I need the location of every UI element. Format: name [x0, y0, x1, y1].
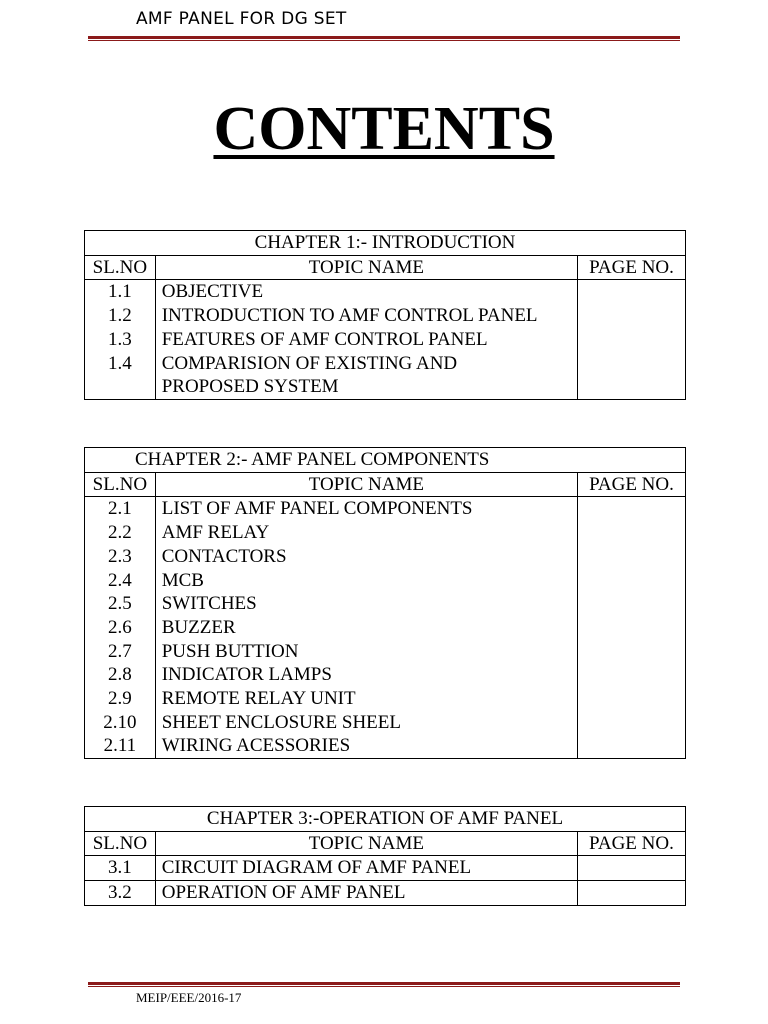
sl-number: 2.9: [107, 688, 132, 710]
col-sl-header: SL.NO: [85, 255, 156, 280]
sl-number: 1.3: [107, 328, 132, 350]
sl-number: 1.4: [107, 352, 132, 374]
footer-rule: [88, 982, 680, 987]
topic-name: SHEET ENCLOSURE SHEEL: [161, 711, 401, 733]
running-header: AMF PANEL FOR DG SET: [136, 9, 347, 29]
page-title-text: CONTENTS: [213, 95, 555, 163]
topic-name: CONTACTORS: [161, 545, 287, 567]
sl-number: 2.6: [107, 616, 132, 638]
col-topic-header: TOPIC NAME: [155, 831, 577, 856]
col-page-header: PAGE NO.: [577, 831, 685, 856]
sl-number: 2.2: [107, 522, 132, 544]
topic-name: BUZZER: [161, 616, 236, 638]
sl-number: 2.4: [107, 569, 132, 591]
page-cell: [578, 280, 686, 400]
topic-name: SWITCHES: [161, 593, 257, 615]
chapter-1-table: [84, 230, 686, 400]
page-cell: [577, 856, 685, 881]
topic-name: CIRCUIT DIAGRAM OF AMF PANEL: [155, 856, 577, 881]
table-row: [85, 280, 686, 400]
col-sl-header: SL.NO: [85, 831, 156, 856]
topic-name: WIRING ACESSORIES: [161, 735, 351, 757]
sl-number: 1.2: [107, 305, 132, 327]
header-rule: [88, 36, 680, 41]
topic-name: MCB: [161, 569, 204, 591]
sl-number: 2.11: [103, 735, 137, 757]
sl-number: 2.7: [107, 640, 132, 662]
topic-name: INTRODUCTION TO AMF CONTROL PANEL: [161, 305, 538, 327]
topic-name: LIST OF AMF PANEL COMPONENTS: [161, 498, 473, 520]
sl-number: 2.3: [107, 545, 132, 567]
page-cell: [577, 497, 685, 759]
col-page-header: PAGE NO.: [578, 255, 686, 280]
sl-number: 2.10: [103, 711, 137, 733]
footer-text: MEIP/EEE/2016-17: [136, 990, 242, 1005]
sl-number: 2.8: [107, 664, 132, 686]
sl-number: 1.1: [107, 281, 132, 303]
topic-name: REMOTE RELAY UNIT: [161, 688, 356, 710]
table-row: [85, 497, 686, 759]
sl-cell: [85, 497, 156, 759]
topic-name: COMPARISION OF EXISTING AND: [161, 352, 458, 374]
page-cell: [577, 881, 685, 906]
sl-number: 3.2: [85, 881, 156, 906]
chapter-heading: CHAPTER 1:- INTRODUCTION: [85, 231, 686, 256]
topic-cell: [155, 280, 577, 400]
topic-cell: [155, 497, 577, 759]
topic-name: FEATURES OF AMF CONTROL PANEL: [161, 328, 488, 350]
topic-name: OBJECTIVE: [161, 281, 264, 303]
col-page-header: PAGE NO.: [577, 472, 685, 497]
chapter-3-table: [84, 806, 686, 906]
sl-number: 2.1: [107, 498, 132, 520]
topic-name-continued: PROPOSED SYSTEM: [161, 376, 339, 398]
sl-number: 2.5: [107, 593, 132, 615]
sl-cell: [85, 280, 156, 400]
topic-name: INDICATOR LAMPS: [161, 664, 332, 686]
chapter-heading: CHAPTER 2:- AMF PANEL COMPONENTS: [85, 448, 686, 473]
topic-name: AMF RELAY: [161, 522, 270, 544]
col-sl-header: SL.NO: [85, 472, 156, 497]
table-row: [85, 881, 686, 906]
chapter-2-table: [84, 447, 686, 759]
col-topic-header: TOPIC NAME: [155, 472, 577, 497]
table-row: [85, 856, 686, 881]
page-title: [0, 92, 768, 166]
topic-name: OPERATION OF AMF PANEL: [155, 881, 577, 906]
chapter-heading: CHAPTER 3:-OPERATION OF AMF PANEL: [85, 807, 686, 832]
sl-number: 3.1: [85, 856, 156, 881]
col-topic-header: TOPIC NAME: [155, 255, 577, 280]
topic-name: PUSH BUTTION: [161, 640, 299, 662]
